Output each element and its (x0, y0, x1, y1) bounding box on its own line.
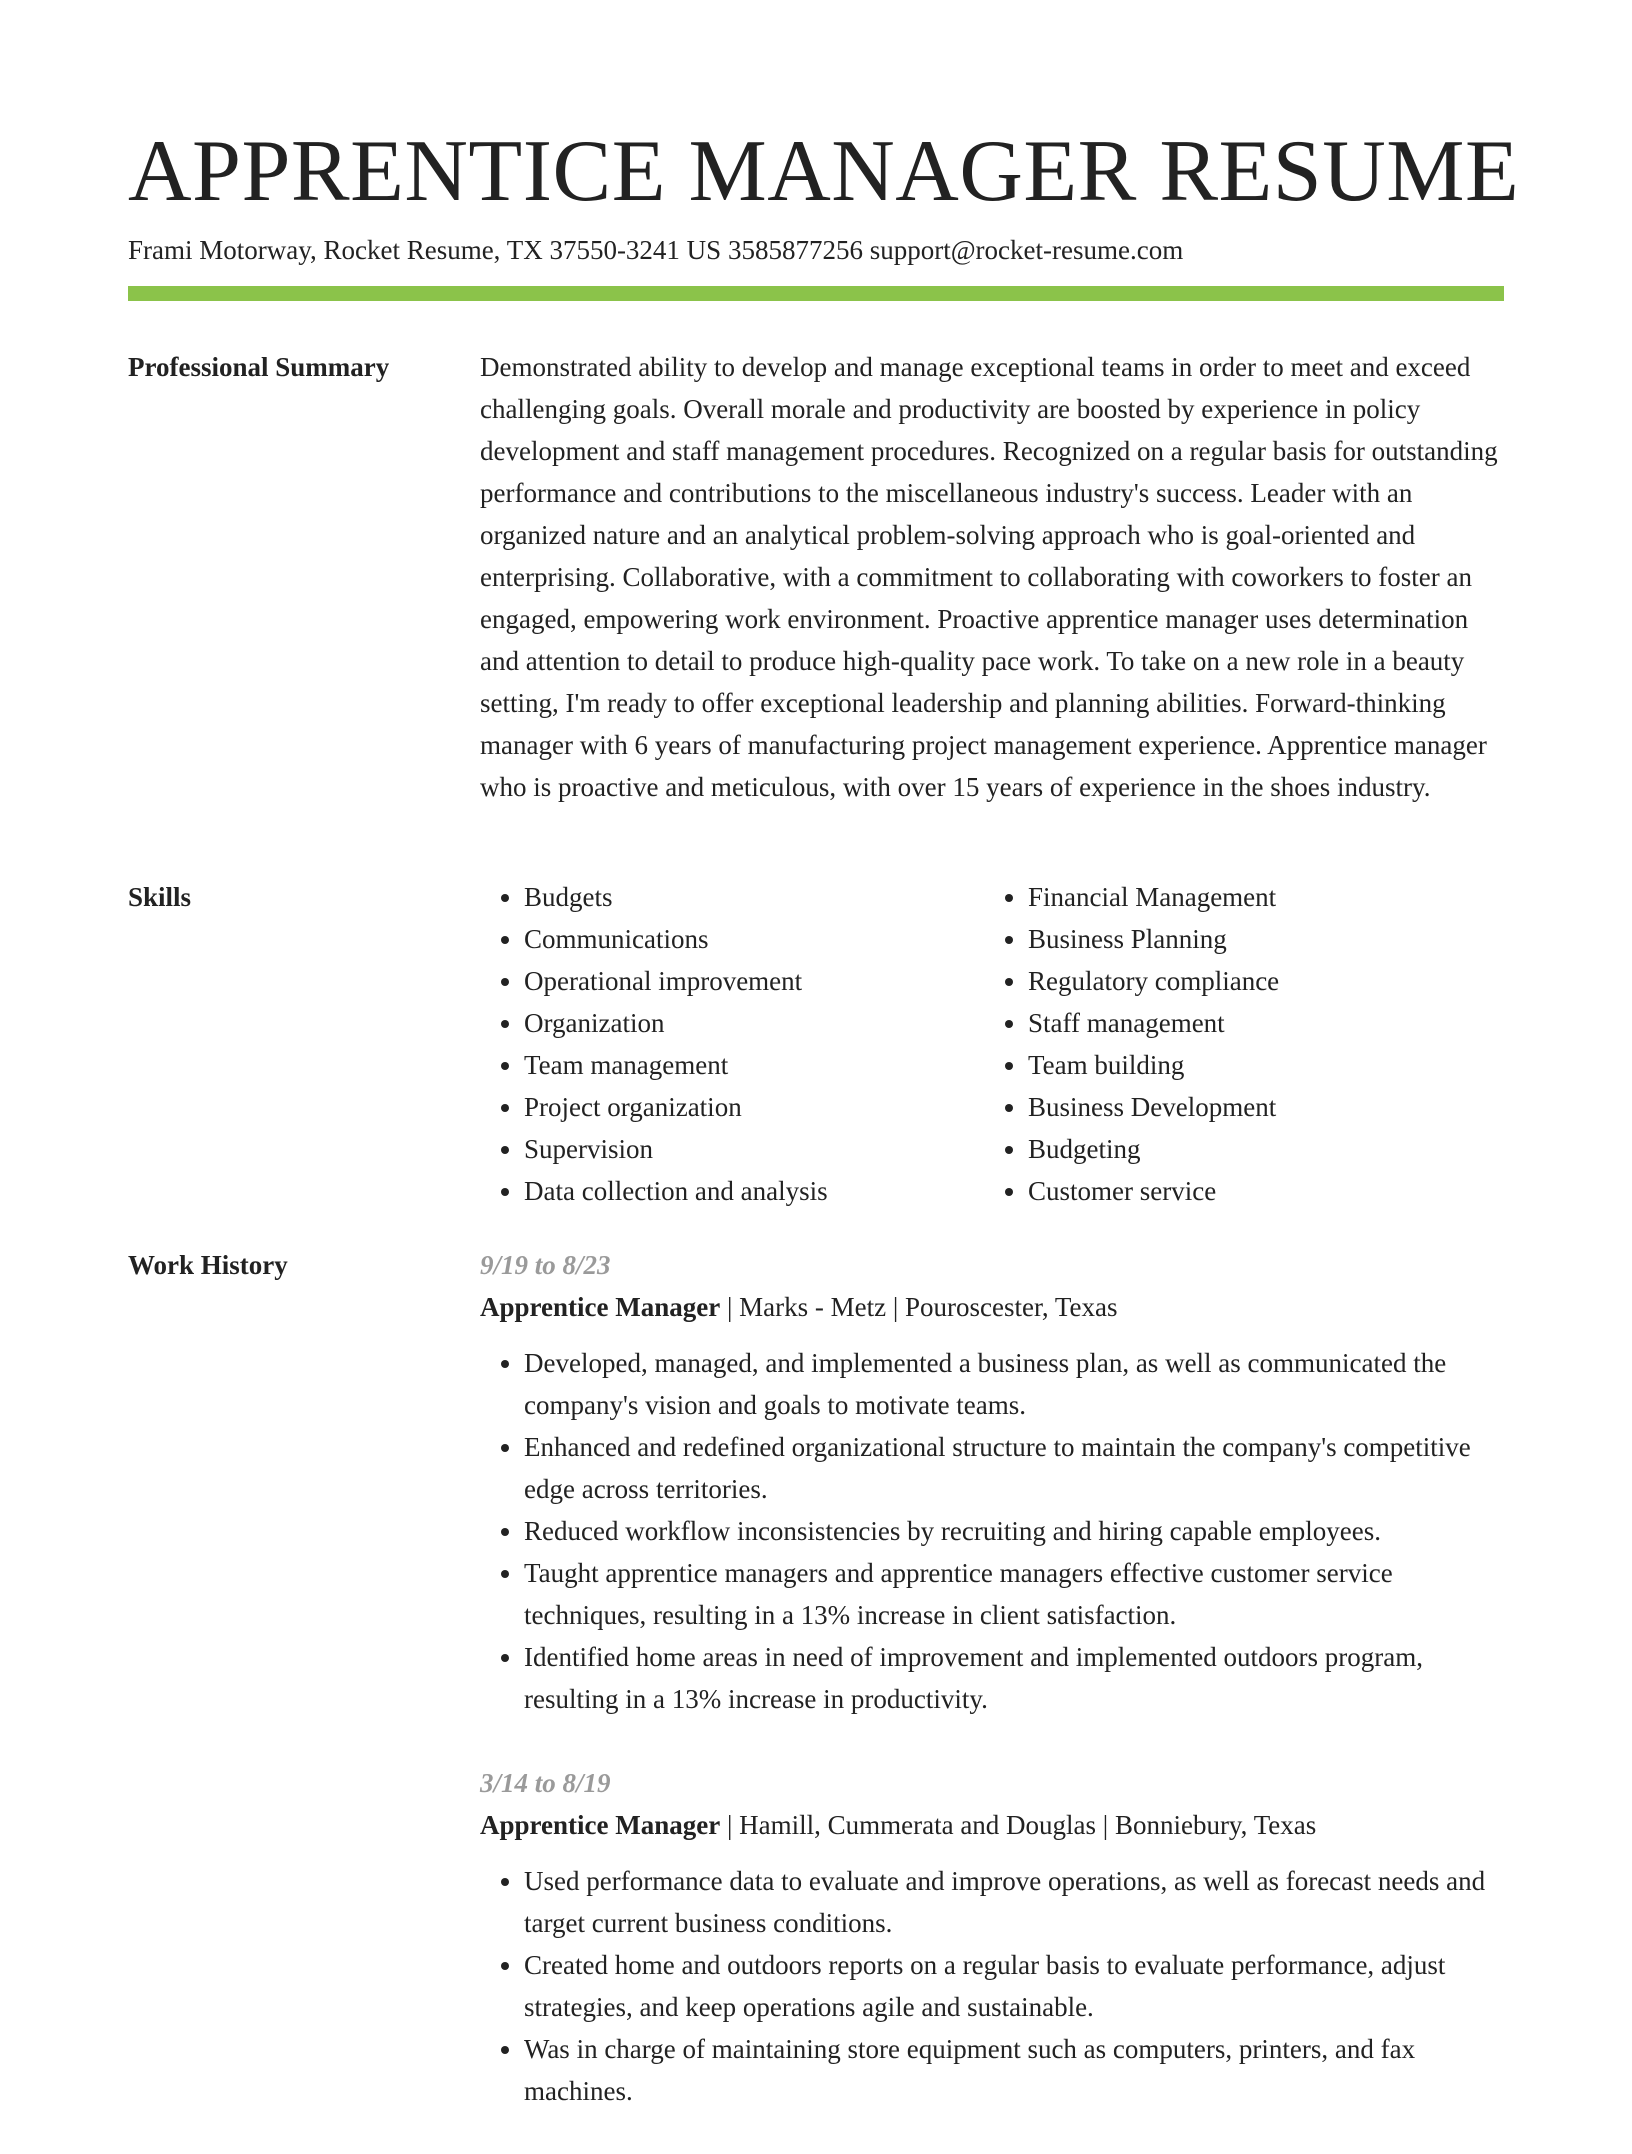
job-details: | Marks - Metz | Pouroscester, Texas (720, 1292, 1118, 1322)
skill-item: • Customer service (1028, 1170, 1488, 1212)
skill-item: • Business Planning (1028, 918, 1488, 960)
skill-item: • Team management (524, 1044, 984, 1086)
skills-columns (480, 876, 1504, 1212)
skill-item: • Business Development (1028, 1086, 1488, 1128)
skill-item: • Budgeting (1028, 1128, 1488, 1170)
skill-item: • Staff management (1028, 1002, 1488, 1044)
job-entry (480, 1244, 1504, 1720)
job-bullet: • Identified home areas in need of improvement and implemented outdoors program, resulting in a 13% increase in productivity. (524, 1636, 1504, 1720)
job-bullet: • Developed, managed, and implemented a business plan, as well as communicated the company's vision and goals to motivate teams. (524, 1342, 1504, 1426)
job-title: Apprentice Manager (480, 1810, 721, 1840)
skill-item: • Financial Management (1028, 876, 1488, 918)
skill-item: • Budgets (524, 876, 984, 918)
job-heading (480, 1286, 1504, 1328)
job-bullet-list (480, 1860, 1504, 2112)
job-dates: 9/19 to 8/23 (480, 1250, 611, 1280)
skill-item: • Communications (524, 918, 984, 960)
job-bullet: • Used performance data to evaluate and improve operations, as well as forecast needs and target current business conditions. (524, 1860, 1504, 1944)
summary-text: Demonstrated ability to develop and manage exceptional teams in order to meet and exceed challenging goals. Overall morale and productivity are boosted by experience in policy development and staff management procedures. Recognized on a regular basis for outstanding performance and contributions to the miscellaneous industry's success. Leader with an organized nature and an analytical problem-solving approach who is goal-oriented and enterprising. Collaborative, with a commitment to collaborating with coworkers to foster an engaged, empowering work environment. Proactive apprentice manager uses determination and attention to detail to produce high-quality pace work. To take on a new role in a beauty setting, I'm ready to offer exceptional leadership and planning abilities. Forward-thinking manager with 6 years of manufacturing project management experience. Apprentice manager who is proactive and meticulous, with over 15 years of experience in the shoes industry. (480, 352, 1498, 802)
skills-list-right (984, 876, 1488, 1212)
job-entry (480, 1762, 1504, 2112)
skill-item: • Data collection and analysis (524, 1170, 984, 1212)
skill-item: • Project organization (524, 1086, 984, 1128)
skills-body (480, 876, 1504, 1212)
summary-label: Professional Summary (128, 352, 390, 382)
skills-list-left (480, 876, 984, 1212)
job-bullet: • Taught apprentice managers and apprentice managers effective customer service techniques, resulting in a 13% increase in client satisfaction. (524, 1552, 1504, 1636)
skill-item: • Regulatory compliance (1028, 960, 1488, 1002)
job-bullet: • Was in charge of maintaining store equipment such as computers, printers, and fax machines. (524, 2028, 1504, 2112)
job-bullet: • Created home and outdoors reports on a regular basis to evaluate performance, adjust strategies, and keep operations agile and sustainable. (524, 1944, 1504, 2028)
skill-item: • Operational improvement (524, 960, 984, 1002)
skill-item: • Team building (1028, 1044, 1488, 1086)
job-bullet: • Reduced workflow inconsistencies by recruiting and hiring capable employees. (524, 1510, 1504, 1552)
resume-title: APPRENTICE MANAGER RESUME (128, 123, 1520, 220)
job-bullet: • Enhanced and redefined organizational structure to maintain the company's competitive edge across territories. (524, 1426, 1504, 1510)
header-divider (128, 286, 1504, 301)
job-dates: 3/14 to 8/19 (480, 1768, 611, 1798)
skills-label: Skills (128, 882, 192, 912)
job-title: Apprentice Manager (480, 1292, 721, 1322)
skill-item: • Organization (524, 1002, 984, 1044)
summary-body (480, 346, 1504, 808)
contact-line: Frami Motorway, Rocket Resume, TX 37550-3241 US 3585877256 support@rocket-resume.com (128, 235, 1184, 265)
job-details: | Hamill, Cummerata and Douglas | Bonniebury, Texas (720, 1810, 1317, 1840)
work-history-label: Work History (128, 1250, 288, 1280)
work-history-body (480, 1244, 1504, 2154)
skill-item: • Supervision (524, 1128, 984, 1170)
job-bullet-list (480, 1342, 1504, 1720)
job-heading (480, 1804, 1504, 1846)
